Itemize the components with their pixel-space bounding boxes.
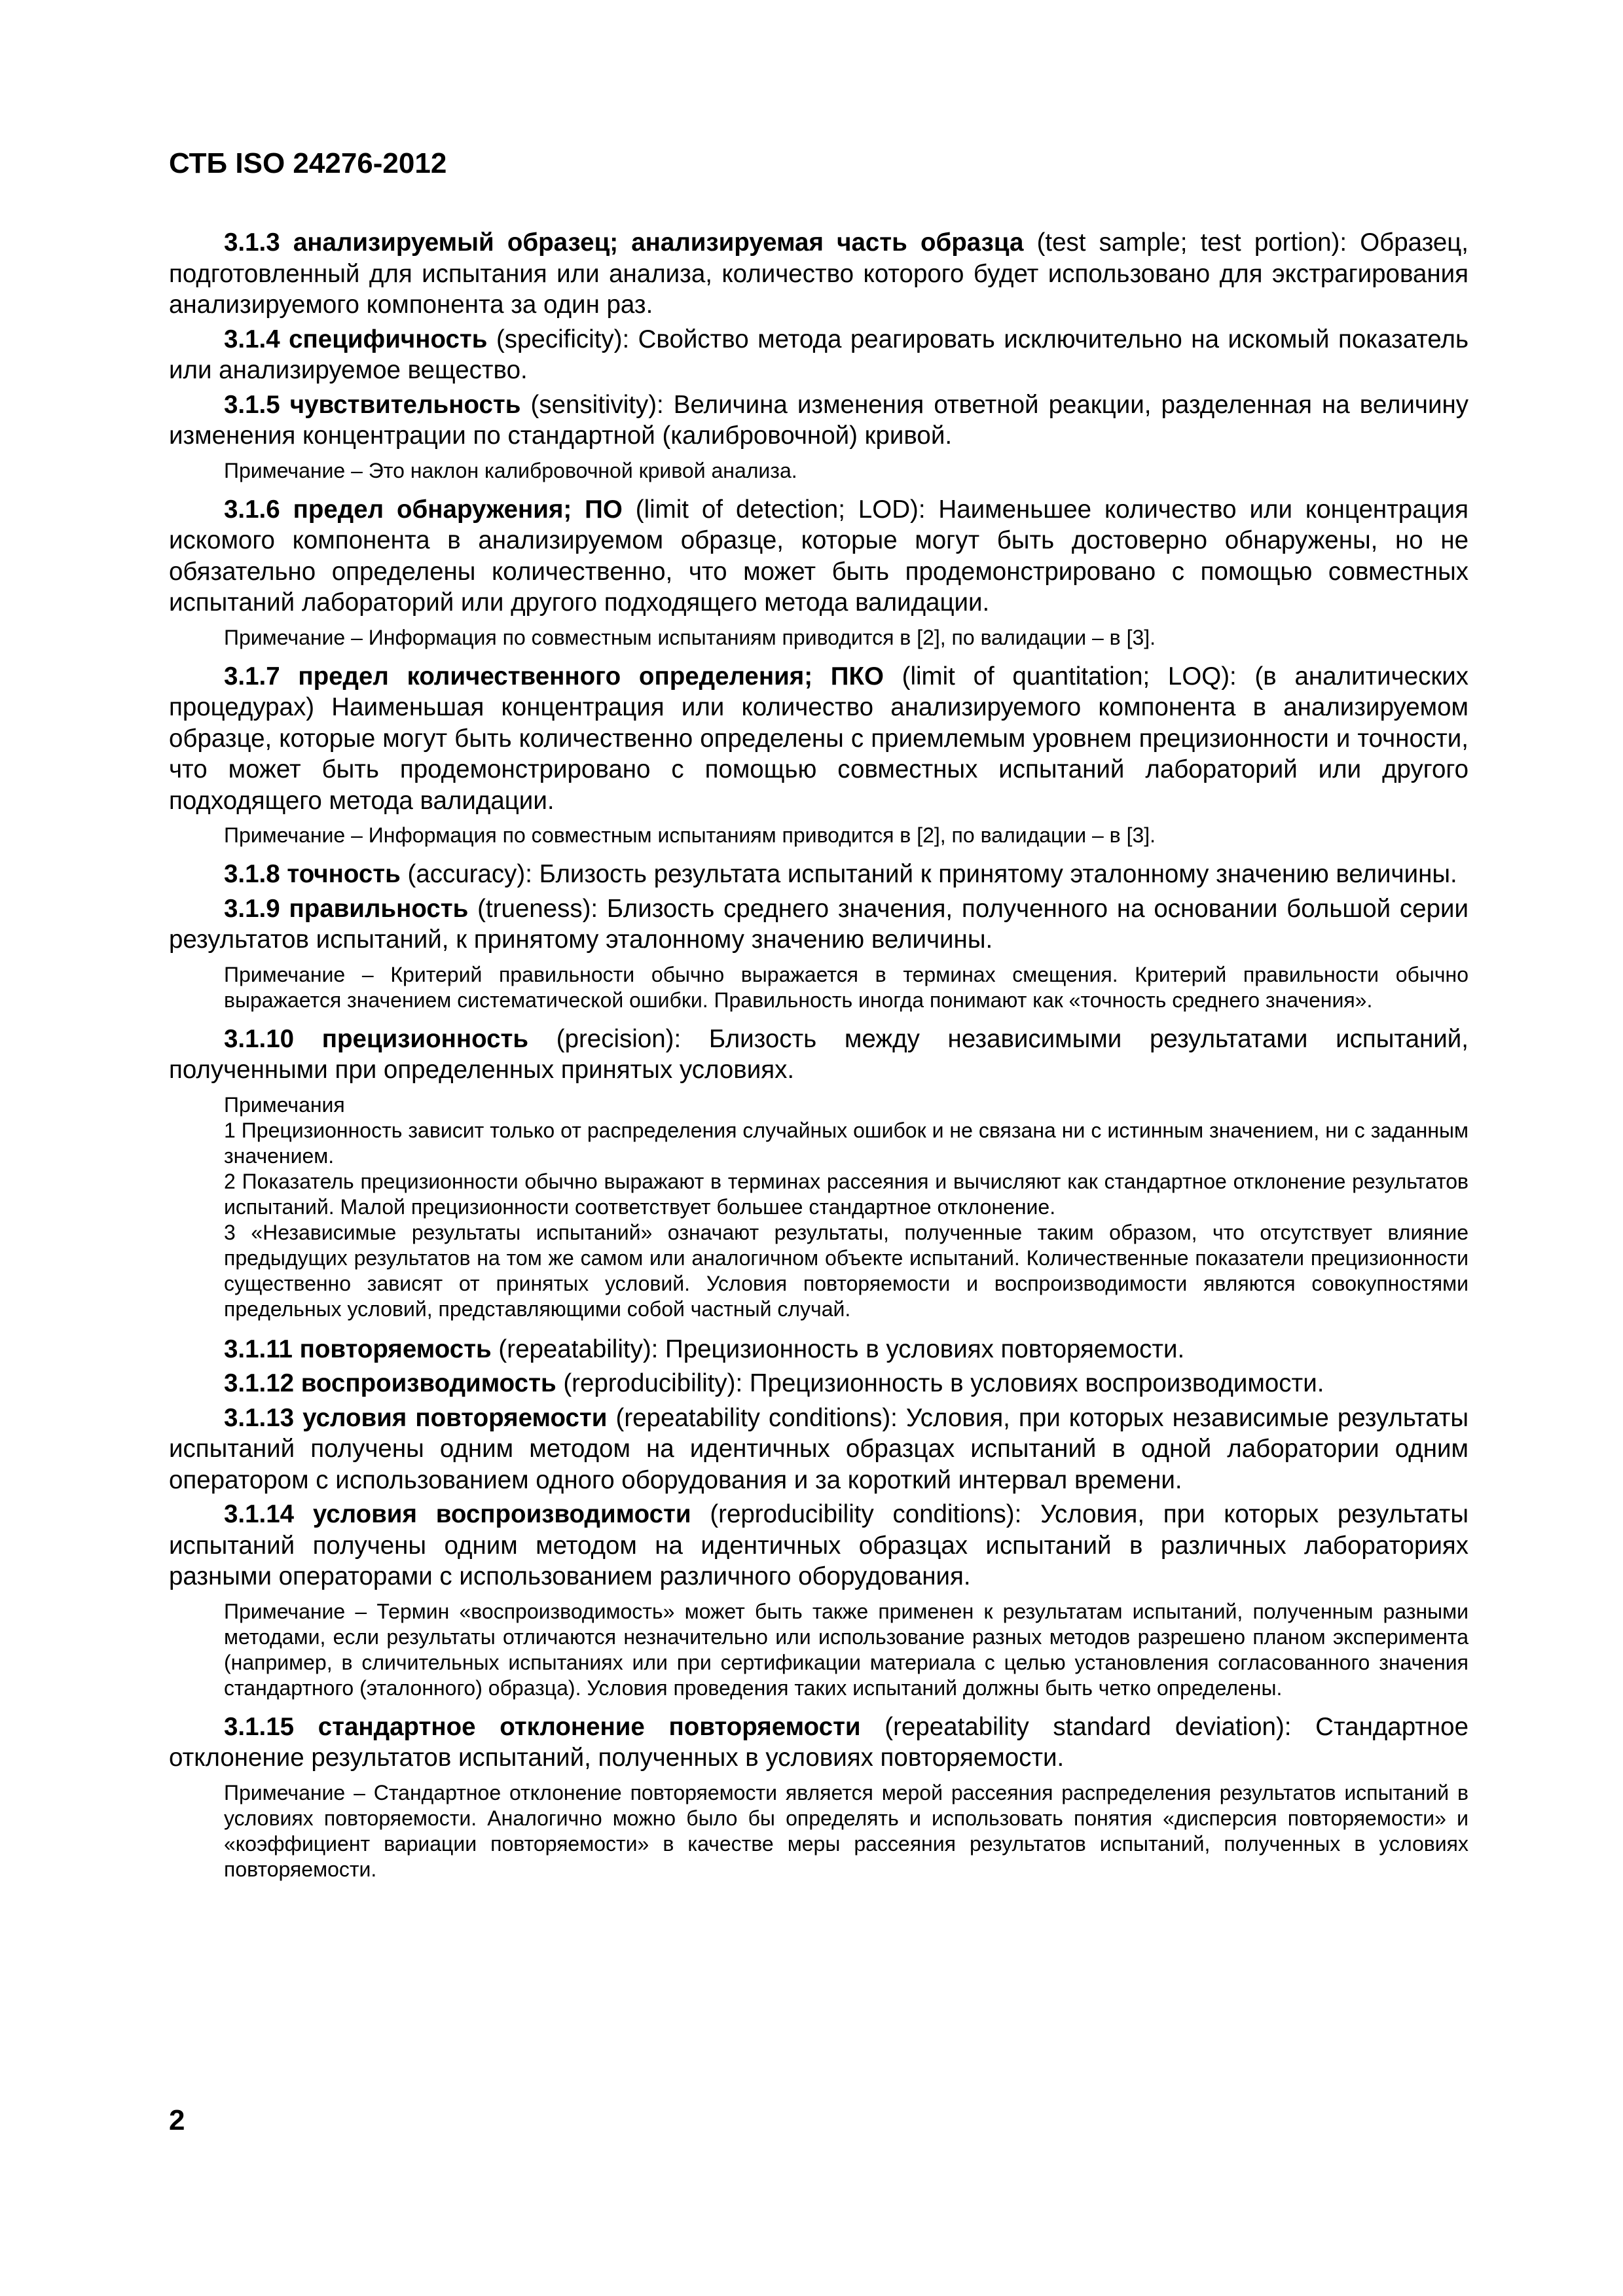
- term-definition: (reproducibility): Прецизионность в условиях воспроизводимости.: [563, 1369, 1324, 1397]
- term-title: [224, 1404, 607, 1432]
- term-definition: (precision): Близость между независимыми результатами испытаний, полученными при определенных принятых условиях.: [169, 1024, 1468, 1084]
- term-name: точность: [287, 860, 401, 888]
- term-number: 3.1.6: [224, 495, 280, 524]
- term-title: [224, 228, 1023, 257]
- term-number: 3.1.10: [224, 1024, 295, 1053]
- note-item: 3 «Независимые результаты испытаний» означают результаты, полученные таким образом, что отсутствует влияние предыдущих результатов на том же самом или аналогичном объекте испытаний. Количественные показатели прецизионности существенно зависят от принятых условий. Условия повторяемости и воспроизводимости являются совокупностями предельных условий, представляющими собой частный случай.: [224, 1220, 1468, 1321]
- term-title: [224, 391, 520, 419]
- term-definition: (limit of quantitation; LOQ): (в аналитических процедурах) Наименьшая концентрация или количество анализируемого компонента в анализируемом образце, которые могут быть количественно определены с приемлемым уровнем прецизионности и точности, что может быть продемонстрировано с помощью совместных испытаний лабораторий или другого подходящего метода валидации.: [169, 662, 1468, 815]
- term-name: предел обнаружения; ПО: [293, 495, 623, 524]
- term-definition: (accuracy): Близость результата испытаний к принятому эталонному значению величины.: [407, 860, 1457, 888]
- term-3-1-4: [169, 324, 1468, 386]
- term-definition: (trueness): Близость среднего значения, полученного на основании большой серии результатов испытаний, к принятому эталонному значению величины.: [169, 894, 1469, 954]
- term-definition: (repeatability): Прецизионность в условиях повторяемости.: [498, 1335, 1185, 1363]
- term-title: [224, 662, 884, 691]
- term-title: [224, 1369, 556, 1397]
- term-number: 3.1.8: [224, 860, 280, 888]
- term-title: [224, 1025, 528, 1053]
- term-name: воспроизводимость: [301, 1369, 556, 1397]
- term-definition: (specificity): Свойство метода реагировать исключительно на искомый показатель или анализируемое вещество.: [169, 325, 1469, 384]
- term-name: стандартное отклонение повторяемости: [318, 1712, 861, 1741]
- term-name: прецизионность: [321, 1024, 529, 1053]
- term-definition: (sensitivity): Величина изменения ответной реакции, разделенная на величину изменения концентрации по стандартной (калибровочной) кривой.: [169, 390, 1468, 450]
- term-title: [224, 1500, 691, 1528]
- document-page: [169, 147, 1468, 1893]
- term-3-1-7: [169, 661, 1468, 817]
- term-3-1-12: [169, 1368, 1468, 1399]
- term-note: Примечание – Критерий правильности обычно выражается в терминах смещения. Критерий правильности обычно выражается значением систематической ошибки. Правильность иногда понимают как «точность среднего значения».: [224, 962, 1468, 1012]
- term-name: условия повторяемости: [302, 1403, 608, 1432]
- term-number: 3.1.5: [224, 390, 280, 419]
- term-definition: (test sample; test portion): Образец, подготовленный для испытания или анализа, количество которого будет использовано для экстрагирования анализируемого компонента за один раз.: [169, 228, 1469, 319]
- term-number: 3.1.7: [224, 662, 280, 691]
- term-number: 3.1.12: [224, 1369, 295, 1397]
- term-name: анализируемый образец; анализируемая часть образца: [293, 228, 1024, 257]
- term-number: 3.1.11: [224, 1335, 293, 1363]
- term-3-1-3: [169, 227, 1468, 321]
- term-name: условия воспроизводимости: [312, 1500, 691, 1528]
- note-item: 1 Прецизионность зависит только от распределения случайных ошибок и не связана ни с истинным значением, ни с заданным значением.: [224, 1118, 1468, 1168]
- note-item: 2 Показатель прецизионности обычно выражают в терминах рассеяния и вычисляют как стандартное отклонение результатов испытаний. Малой прецизионности соответствует большее стандартное отклонение.: [224, 1169, 1468, 1219]
- term-definition: (repeatability standard deviation): Стандартное отклонение результатов испытаний, полученных в условиях повторяемости.: [169, 1712, 1468, 1772]
- term-name: правильность: [289, 894, 469, 923]
- page-number: 2: [169, 2104, 185, 2136]
- document-code-header: СТБ ISO 24276-2012: [169, 147, 447, 179]
- term-3-1-13: [169, 1403, 1468, 1496]
- term-definition: (reproducibility conditions): Условия, при которых результаты испытаний получены одним методом на идентичных образцах испытаний в различных лабораториях разными операторами с использованием различного оборудования.: [169, 1500, 1469, 1590]
- term-3-1-11: [169, 1334, 1468, 1365]
- term-name: специфичность: [289, 325, 488, 353]
- term-3-1-5: [169, 389, 1468, 452]
- notes-title: Примечания: [224, 1092, 345, 1117]
- term-number: 3.1.14: [224, 1500, 295, 1528]
- term-definition: (limit of detection; LOD): Наименьшее количество или концентрация искомого компонента в анализируемом образце, которые могут быть достоверно обнаружены, но не обязательно определены количественно, что может быть продемонстрировано с помощью совместных испытаний лабораторий или другого подходящего метода валидации.: [169, 495, 1469, 617]
- term-note: Примечание – Это наклон калибровочной кривой анализа.: [224, 458, 797, 482]
- term-note: Примечание – Информация по совместным испытаниям приводится в [2], по валидации – в [3].: [224, 823, 1156, 847]
- term-title: [224, 495, 623, 524]
- term-title: [224, 1713, 861, 1741]
- term-title: [224, 325, 487, 353]
- term-number: 3.1.13: [224, 1403, 295, 1432]
- term-note: Примечание – Информация по совместным испытаниям приводится в [2], по валидации – в [3].: [224, 625, 1156, 649]
- term-number: 3.1.3: [224, 228, 280, 257]
- term-name: предел количественного определения; ПКО: [298, 662, 884, 691]
- term-name: чувствительность: [289, 390, 521, 419]
- term-3-1-10: [169, 1024, 1468, 1086]
- term-name: повторяемость: [299, 1335, 492, 1363]
- term-title: [224, 860, 401, 888]
- term-3-1-15: [169, 1712, 1468, 1774]
- term-number: 3.1.4: [224, 325, 280, 353]
- term-3-1-9: [169, 893, 1468, 956]
- term-3-1-8: [169, 859, 1468, 890]
- term-definition: (repeatability conditions): Условия, при которых независимые результаты испытаний получены одним методом на идентичных образцах испытаний в одной лаборатории одним оператором с использованием одного оборудования и за короткий интервал времени.: [169, 1403, 1469, 1494]
- term-title: [224, 895, 468, 923]
- term-3-1-14: [169, 1499, 1468, 1592]
- term-number: 3.1.9: [224, 894, 280, 923]
- term-title: [224, 1335, 492, 1363]
- term-number: 3.1.15: [224, 1712, 295, 1741]
- term-3-1-6: [169, 494, 1468, 619]
- term-note: Примечание – Стандартное отклонение повторяемости является мерой рассеяния распределения результатов испытаний в условиях повторяемости. Аналогично можно было бы определять и использовать понятия «дисперсия повторяемости» и «коэффициент вариации повторяемости» в качестве меры рассеяния результатов испытаний, полученных в условиях повторяемости.: [224, 1780, 1468, 1881]
- term-note: Примечание – Термин «воспроизводимость» может быть также применен к результатам испытаний, полученным разными методами, если результаты отличаются незначительно или использование разных методов разрешено планом эксперимента (например, в сличительных испытаниях или при сертификации материала с целью установления согласованного значения стандартного (эталонного) образца). Условия проведения таких испытаний должны быть четко определены.: [224, 1599, 1468, 1700]
